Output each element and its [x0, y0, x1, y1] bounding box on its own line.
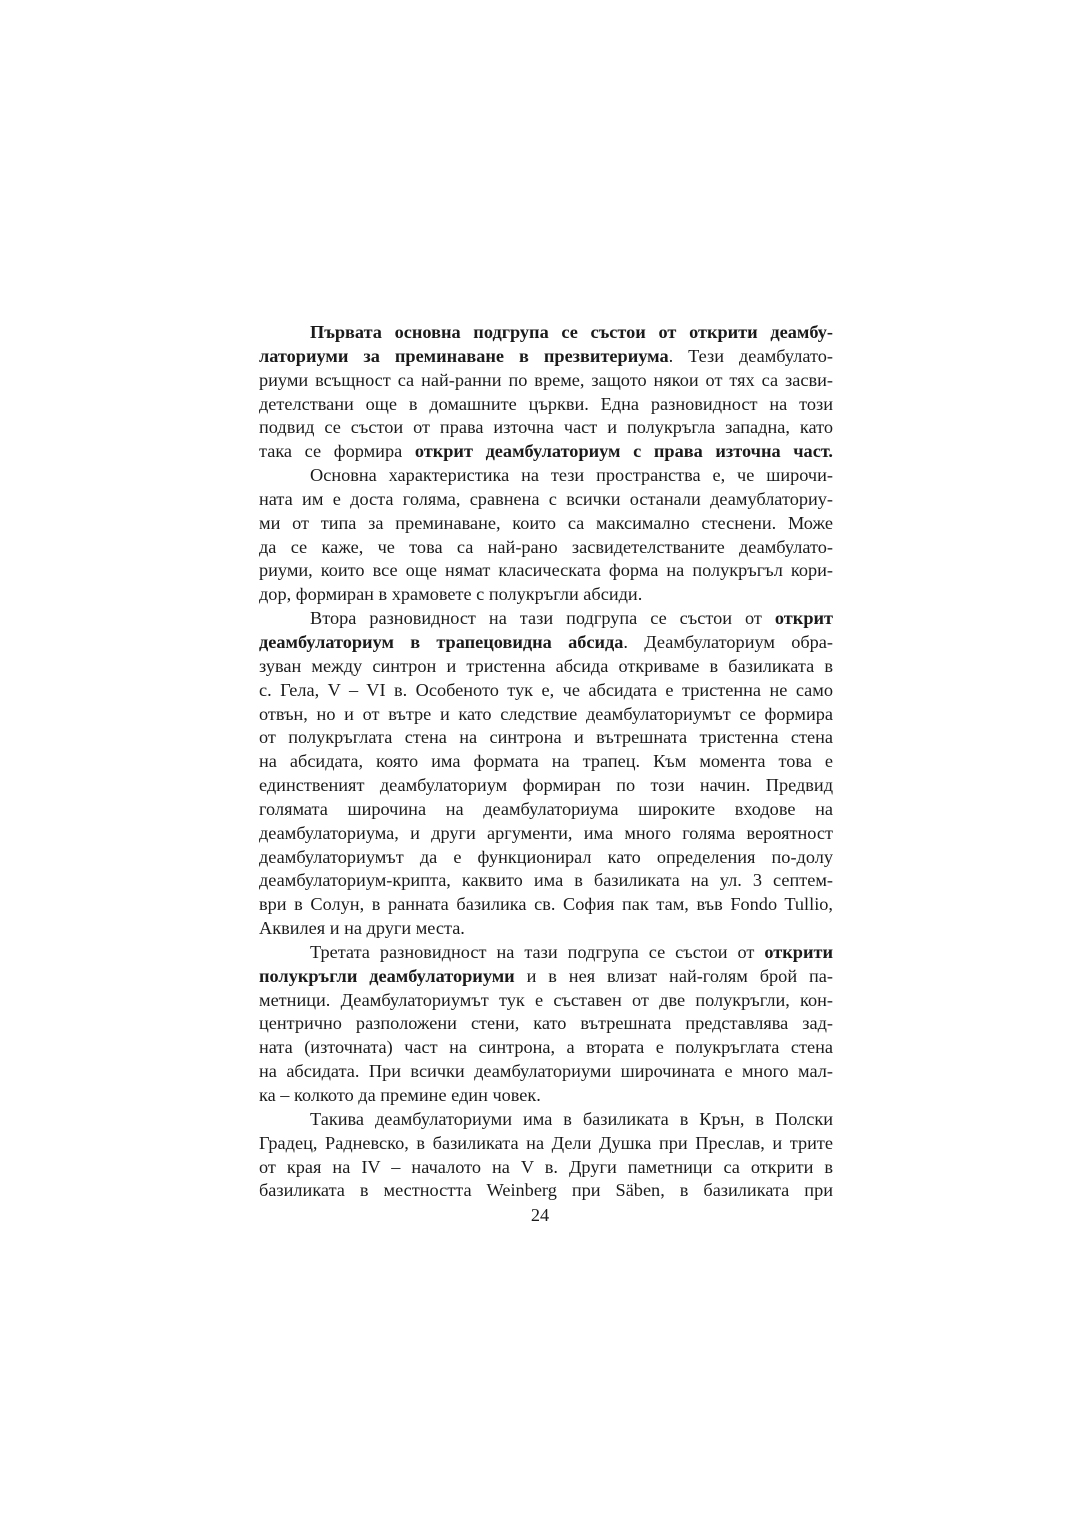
- text-line: [259, 798, 833, 822]
- text-line: [259, 703, 833, 727]
- page-number: 24: [530, 1205, 550, 1225]
- text-span: Втора разновидност на тази подгрупа се състои от: [310, 608, 775, 629]
- text-span: голямата широчина на деамбулаториума широките входове на: [259, 798, 833, 819]
- text-line: [259, 750, 833, 774]
- bold-text-span: латориуми за преминаване в презвитериума: [259, 345, 669, 366]
- text-line: [259, 321, 833, 345]
- text-span: зуван между синтрон и тристенна абсида откриваме в базиликата в: [259, 655, 833, 676]
- text-span: риуми, които все още нямат класическата форма на полукръгъл кори-: [259, 560, 833, 581]
- text-span: ната им е доста голяма, сравнена с всички останали деамублаториу-: [259, 488, 833, 509]
- text-line: [259, 774, 833, 798]
- text-span: на абсидата. При всички деамбулаториуми широчината е много мал-: [259, 1061, 833, 1082]
- text-span: и в нея влизат най-голям брой па-: [514, 965, 833, 986]
- text-line: [259, 1179, 833, 1203]
- text-line: [259, 726, 833, 750]
- text-line: [259, 559, 833, 583]
- text-line: [259, 1108, 833, 1132]
- text-span: ми от типа за преминаване, които са максимално стеснени. Може: [259, 512, 833, 533]
- text-line: [259, 1084, 833, 1108]
- bold-text-span: деамбулаториум в трапецовидна абсида: [259, 631, 624, 652]
- bold-text-span: открит деамбулаториум с права източна част.: [414, 441, 833, 462]
- bold-text-span: Първата основна подгрупа се състои от открити деамбу-: [310, 322, 833, 342]
- text-line: [259, 989, 833, 1013]
- text-line: [259, 512, 833, 536]
- text-span: отвън, но и от вътре и като следствие деамбулаториумът се формира: [259, 703, 833, 724]
- text-line: [259, 369, 833, 393]
- text-line: [259, 1156, 833, 1180]
- text-line: [259, 345, 833, 369]
- text-span: деамбулаториум-крипта, каквито има в базиликата на ул. 3 септем-: [259, 870, 833, 891]
- text-span: . Тези деамбулато-: [668, 345, 833, 366]
- text-span: ври в Солун, в ранната базилика св. София пак там, във Fondo Tullio,: [259, 894, 833, 915]
- text-line: [259, 1060, 833, 1084]
- bold-text-span: полукръгли деамбулаториуми: [259, 965, 515, 986]
- text-span: . Деамбулаториум обра-: [623, 631, 833, 652]
- text-span: единственият деамбулаториум формиран по този начин. Предвид: [259, 775, 833, 796]
- text-span: на абсидата, която има формата на трапец. Към момента това е: [259, 751, 833, 772]
- text-span: подвид се състои от права източна част и полукръгла западна, като: [259, 417, 833, 438]
- text-span: от края на IV – началото на V в. Други паметници са открити в: [259, 1156, 833, 1177]
- text-line: [259, 655, 833, 679]
- text-line: [259, 536, 833, 560]
- text-span: Аквилея и на други места.: [259, 918, 465, 939]
- text-line: [259, 965, 833, 989]
- text-line: [259, 846, 833, 870]
- text-span: ната (източната) част на синтрона, а втората е полукръглата стена: [259, 1037, 833, 1058]
- text-line: [259, 607, 833, 631]
- text-span: риуми всъщност са най-ранни по време, защото някои от тях са засви-: [259, 369, 833, 390]
- text-line: [259, 893, 833, 917]
- text-line: [259, 822, 833, 846]
- text-span: дор, формиран в храмовете с полукръгли абсиди.: [259, 584, 643, 605]
- text-span: да се каже, че това са най-рано засвидетелстваните деамбулато-: [259, 536, 833, 557]
- text-span: с. Гела, V – VI в. Особеното тук е, че абсидата е тристенна не само: [259, 679, 833, 700]
- text-line: [259, 869, 833, 893]
- text-line: [259, 917, 833, 941]
- text-line: [259, 440, 833, 464]
- text-line: [259, 1132, 833, 1156]
- text-span: ка – колкото да премине един човек.: [259, 1085, 541, 1105]
- text-span: Градец, Радневско, в базиликата на Дели Душка при Преслав, и трите: [259, 1132, 833, 1153]
- text-line: [259, 393, 833, 417]
- text-line: [259, 464, 833, 488]
- text-span: от полукръглата стена на синтрона и вътрешната тристенна стена: [259, 727, 833, 748]
- text-span: детелствани още в домашните църкви. Една разновидност на този: [259, 393, 833, 414]
- text-line: [259, 488, 833, 512]
- text-span: така се формира: [259, 441, 415, 462]
- text-span: центрично разположени стени, като вътрешната представлява зад-: [259, 1013, 833, 1034]
- text-span: Основна характеристика на тези пространства е, че широчи-: [310, 465, 833, 486]
- text-line: [259, 1036, 833, 1060]
- text-span: Такива деамбулаториуми има в базиликата в Крън, в Полски: [310, 1108, 833, 1129]
- text-line: [259, 941, 833, 965]
- text-span: метници. Деамбулаториумът тук е съставен от две полукръгли, кон-: [259, 989, 833, 1010]
- text-line: [259, 679, 833, 703]
- text-line: [259, 416, 833, 440]
- text-line: [259, 631, 833, 655]
- text-span: деамбулаториумът да е функционирал като определения по-долу: [259, 846, 833, 867]
- text-span: базиликата в местността Weinberg при Säben, в базиликата при: [259, 1180, 833, 1201]
- text-span: деамбулаториума, и други аргументи, има много голяма вероятност: [259, 822, 833, 843]
- text-line: [259, 1012, 833, 1036]
- bold-text-span: открити: [764, 941, 833, 962]
- body-text: [259, 321, 833, 1203]
- text-span: Третата разновидност на тази подгрупа се състои от: [310, 941, 765, 962]
- bold-text-span: открит: [774, 608, 833, 629]
- text-line: [259, 583, 833, 607]
